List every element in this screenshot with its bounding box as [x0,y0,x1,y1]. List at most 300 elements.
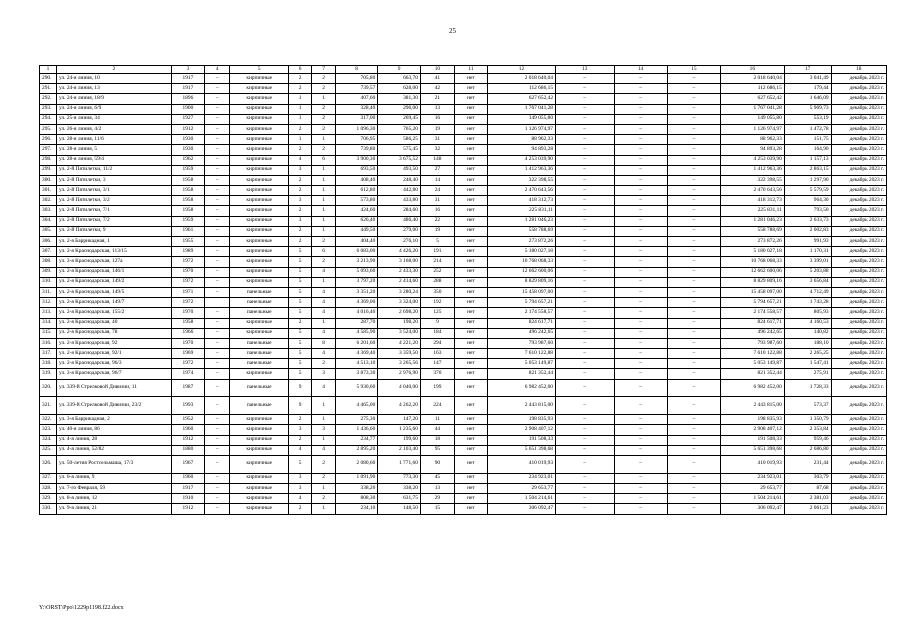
repair-cost-total-cell: 225 831,11 [487,206,555,216]
row-number-cell: 324. [40,435,57,445]
residential-area-cell: 2 698,20 [378,308,421,318]
residential-area-cell: 1 235,60 [378,425,421,435]
construction-year-cell: 1917 [171,84,204,94]
floors-cell: 1 [288,104,311,114]
table-row [40,247,887,257]
residents-cell: 148 [420,155,454,165]
wall-material-cell: кирпичные [230,445,289,455]
table-row [40,483,887,493]
row-number-cell: 300. [40,175,57,185]
owner-share-cell: – [667,124,720,134]
residential-area-cell: 4 426,20 [378,247,421,257]
reconstruction-year-cell: – [204,135,230,145]
table-row [40,216,887,226]
entrances-cell: 4 [312,298,335,308]
column-number-cell: 11 [454,66,487,74]
owner-share-cell: – [667,338,720,348]
reconstruction-year-cell: – [204,369,230,379]
row-number-cell: 323. [40,425,57,435]
repair-cost-total-cell: 273 872,26 [487,237,555,247]
total-area-cell: 4 465,00 [335,397,378,415]
address-cell: ул. 2-й Пятилетки, 3 [57,175,172,185]
repair-cost-total-cell: 1 767 041,28 [487,104,555,114]
column-number-cell: 12 [487,66,555,74]
address-cell: ул. 2-я Краснодарская, 92/1 [57,349,172,359]
wall-material-cell: кирпичные [230,415,289,425]
residents-cell: 15 [420,504,454,514]
housing-repair-register-table [39,65,887,515]
table-row [40,175,887,185]
cost-per-sqm-cell: 164,90 [784,145,831,155]
repair-cost-sum-cell: 234 923,01 [720,473,784,483]
construction-year-cell: 1958 [171,318,204,328]
owner-share-cell: – [667,349,720,359]
wall-material-cell: кирпичные [230,455,289,473]
table-row [40,415,887,425]
entrances-cell: 2 [312,145,335,155]
row-number-cell: 320. [40,379,57,397]
total-area-cell: 705,80 [335,74,378,84]
floors-cell: 5 [288,267,311,277]
wall-material-cell: кирпичные [230,124,289,134]
fund-share-cell: – [556,145,615,155]
entrances-cell: 3 [312,369,335,379]
fund-share-cell: – [556,267,615,277]
residential-area-cell: 3 524,00 [378,328,421,338]
row-number-cell: 293. [40,104,57,114]
construction-year-cell: 1989 [171,247,204,257]
row-number-cell: 302. [40,196,57,206]
repair-cost-total-cell: 10 768 068,33 [487,257,555,267]
budget-share-cell: – [614,473,667,483]
construction-year-cell: 1959 [171,216,204,226]
communal-ownership-cell: нет [454,425,487,435]
fund-share-cell: – [556,483,615,493]
budget-share-cell: – [614,425,667,435]
table-row [40,104,887,114]
total-area-cell: 693,50 [335,165,378,175]
communal-ownership-cell: нет [454,415,487,425]
cost-per-sqm-cell: 4 712,49 [784,287,831,297]
cost-per-sqm-cell: 805,93 [784,308,831,318]
repair-cost-total-cell: 793 987,60 [487,338,555,348]
completion-date-cell: декабрь 2023 г. [831,175,886,185]
table-row [40,298,887,308]
total-area-cell: 4 585,90 [335,328,378,338]
communal-ownership-cell: нет [454,445,487,455]
repair-cost-sum-cell: 2 908 407,12 [720,425,784,435]
fund-share-cell: – [556,216,615,226]
floors-cell: 5 [288,277,311,287]
repair-cost-total-cell: 5 794 657,21 [487,298,555,308]
repair-cost-sum-cell: 418 312,73 [720,196,784,206]
table-row [40,318,887,328]
entrances-cell: 1 [312,504,335,514]
wall-material-cell: панельные [230,338,289,348]
budget-share-cell: – [614,165,667,175]
budget-share-cell: – [614,84,667,94]
fund-share-cell: – [556,196,615,206]
construction-year-cell: 1927 [171,114,204,124]
table-row [40,445,887,455]
owner-share-cell: – [667,445,720,455]
entrances-cell: 1 [312,196,335,206]
total-area-cell: 328,40 [335,104,378,114]
table-row [40,287,887,297]
total-area-cell: 338,20 [335,483,378,493]
floors-cell: 5 [288,338,311,348]
cost-per-sqm-cell: 2 061,23 [784,504,831,514]
owner-share-cell: – [667,277,720,287]
budget-share-cell: – [614,186,667,196]
reconstruction-year-cell: – [204,206,230,216]
repair-cost-sum-cell: 5 794 657,21 [720,298,784,308]
owner-share-cell: – [667,257,720,267]
total-area-cell: 275,30 [335,415,378,425]
reconstruction-year-cell: – [204,494,230,504]
total-area-cell: 1 096,30 [335,124,378,134]
completion-date-cell: декабрь 2023 г. [831,277,886,287]
repair-cost-total-cell: 418 312,73 [487,196,555,206]
residents-cell: 18 [420,435,454,445]
wall-material-cell: кирпичные [230,84,289,94]
cost-per-sqm-cell: 2 002,83 [784,226,831,236]
residential-area-cell: 586,25 [378,135,421,145]
floors-cell: 4 [288,155,311,165]
residents-cell: 95 [420,445,454,455]
owner-share-cell: – [667,237,720,247]
total-area-cell: 706,95 [335,135,378,145]
column-number-cell: 8 [335,66,378,74]
wall-material-cell: кирпичные [230,175,289,185]
repair-cost-total-cell: 8 829 809,16 [487,277,555,287]
total-area-cell: 3 351,20 [335,287,378,297]
total-area-cell: 739,80 [335,145,378,155]
table-row [40,435,887,445]
owner-share-cell: – [667,206,720,216]
address-cell: ул. 2-я Краснодарская, 149/2 [57,277,172,287]
address-cell: ул. 4-я линия, 28 [57,435,172,445]
table-row [40,328,887,338]
reconstruction-year-cell: – [204,435,230,445]
construction-year-cell: 1972 [171,359,204,369]
column-number-cell: 2 [57,66,172,74]
row-number-cell: 325. [40,445,57,455]
row-number-cell: 294. [40,114,57,124]
cost-per-sqm-cell: 2 353,84 [784,425,831,435]
communal-ownership-cell: нет [454,483,487,493]
reconstruction-year-cell: – [204,425,230,435]
floors-cell: 2 [288,145,311,155]
residents-cell: 16 [420,206,454,216]
communal-ownership-cell: нет [454,287,487,297]
residents-cell: 16 [420,114,454,124]
address-cell: ул. 2-я Краснодарская, 127а [57,257,172,267]
reconstruction-year-cell: – [204,226,230,236]
budget-share-cell: – [614,397,667,415]
fund-share-cell: – [556,277,615,287]
residents-cell: 199 [420,379,454,397]
repair-cost-total-cell: 6 982 452,00 [487,379,555,397]
communal-ownership-cell: нет [454,135,487,145]
fund-share-cell: – [556,298,615,308]
owner-share-cell: – [667,425,720,435]
repair-cost-sum-cell: 88 962,33 [720,135,784,145]
entrances-cell: 4 [312,328,335,338]
residents-cell: 27 [420,165,454,175]
completion-date-cell: декабрь 2023 г. [831,415,886,425]
residential-area-cell: 575,45 [378,145,421,155]
entrances-cell: 1 [312,135,335,145]
repair-cost-total-cell: 2 174 558,57 [487,308,555,318]
entrances-cell: 2 [312,494,335,504]
cost-per-sqm-cell: 1 547,41 [784,359,831,369]
fund-share-cell: – [556,114,615,124]
fund-share-cell: – [556,94,615,104]
total-area-cell: 612,80 [335,186,378,196]
completion-date-cell: декабрь 2023 г. [831,397,886,415]
budget-share-cell: – [614,114,667,124]
fund-share-cell: – [556,155,615,165]
wall-material-cell: панельные [230,308,289,318]
table-row [40,473,887,483]
owner-share-cell: – [667,397,720,415]
construction-year-cell: 1958 [171,186,204,196]
repair-cost-sum-cell: 2 470 643,56 [720,186,784,196]
floors-cell: 5 [288,455,311,473]
row-number-cell: 301. [40,186,57,196]
budget-share-cell: – [614,287,667,297]
cost-per-sqm-cell: 5 969,73 [784,104,831,114]
entrances-cell: 1 [312,415,335,425]
table-row [40,155,887,165]
floors-cell: 3 [288,425,311,435]
cost-per-sqm-cell: 275,91 [784,369,831,379]
entrances-cell: 2 [312,124,335,134]
residents-cell: 19 [420,124,454,134]
total-area-cell: 5 930,60 [335,379,378,397]
row-number-cell: 290. [40,74,57,84]
residents-cell: 90 [420,455,454,473]
completion-date-cell: декабрь 2023 г. [831,328,886,338]
wall-material-cell: кирпичные [230,473,289,483]
residents-cell: 42 [420,84,454,94]
repair-cost-total-cell: 112 686,15 [487,84,555,94]
document-file-path: Y:\ORST\Ppo\1229p1198.f22.docx [39,605,124,611]
row-number-cell: 305. [40,226,57,236]
floors-cell: 9 [288,397,311,415]
row-number-cell: 295. [40,124,57,134]
entrances-cell: 1 [312,277,335,287]
repair-cost-sum-cell: 112 686,15 [720,84,784,94]
budget-share-cell: – [614,104,667,114]
entrances-cell: 8 [312,338,335,348]
reconstruction-year-cell: – [204,473,230,483]
residential-area-cell: 2 414,60 [378,277,421,287]
page-number: 25 [449,27,456,35]
repair-cost-total-cell: 824 617,71 [487,318,555,328]
completion-date-cell: декабрь 2023 г. [831,287,886,297]
completion-date-cell: декабрь 2023 г. [831,359,886,369]
address-cell: ул. 24-я линия, 6/9 [57,104,172,114]
wall-material-cell: панельные [230,397,289,415]
communal-ownership-cell: нет [454,216,487,226]
communal-ownership-cell: нет [454,196,487,206]
row-number-cell: 318. [40,359,57,369]
communal-ownership-cell: нет [454,369,487,379]
cost-per-sqm-cell: 959,46 [784,435,831,445]
floors-cell: 5 [288,287,311,297]
address-cell: ул. 50-летия Ростсельмаша, 17/3 [57,455,172,473]
communal-ownership-cell: нет [454,155,487,165]
reconstruction-year-cell: – [204,415,230,425]
entrances-cell: 4 [312,349,335,359]
repair-cost-total-cell: 1 504 214,61 [487,494,555,504]
budget-share-cell: – [614,318,667,328]
communal-ownership-cell: нет [454,145,487,155]
total-area-cell: 2 895,20 [335,445,378,455]
total-area-cell: 424,60 [335,206,378,216]
total-area-cell: 2 080,60 [335,455,378,473]
owner-share-cell: – [667,359,720,369]
repair-cost-sum-cell: 558 788,69 [720,226,784,236]
owner-share-cell: – [667,216,720,226]
residential-area-cell: 296,00 [378,104,421,114]
repair-cost-total-cell: 29 653,77 [487,483,555,493]
construction-year-cell: 1930 [171,135,204,145]
completion-date-cell: декабрь 2023 г. [831,445,886,455]
wall-material-cell: кирпичные [230,196,289,206]
repair-cost-total-cell: 1 281 046,23 [487,216,555,226]
residential-area-cell: 147,20 [378,415,421,425]
floors-cell: 3 [288,473,311,483]
construction-year-cell: 1959 [171,165,204,175]
completion-date-cell: декабрь 2023 г. [831,349,886,359]
repair-cost-sum-cell: 10 768 068,33 [720,257,784,267]
residents-cell: 191 [420,247,454,257]
wall-material-cell: кирпичные [230,114,289,124]
residents-cell: 13 [420,483,454,493]
entrances-cell: 2 [312,104,335,114]
communal-ownership-cell: нет [454,318,487,328]
construction-year-cell: 1912 [171,504,204,514]
table-row [40,145,887,155]
budget-share-cell: – [614,94,667,104]
residents-cell: 11 [420,415,454,425]
owner-share-cell: – [667,415,720,425]
budget-share-cell: – [614,328,667,338]
repair-cost-sum-cell: 15 458 097,00 [720,287,784,297]
floors-cell: 5 [288,247,311,257]
owner-share-cell: – [667,318,720,328]
entrances-cell: 4 [312,287,335,297]
column-number-cell: 17 [784,66,831,74]
residential-area-cell: 199,60 [378,435,421,445]
repair-cost-sum-cell: 410 019,93 [720,455,784,473]
budget-share-cell: – [614,135,667,145]
row-number-cell: 328. [40,483,57,493]
wall-material-cell: кирпичные [230,135,289,145]
row-number-cell: 327. [40,473,57,483]
repair-cost-sum-cell: 1 767 041,28 [720,104,784,114]
fund-share-cell: – [556,308,615,318]
total-area-cell: 739,57 [335,84,378,94]
residential-area-cell: 773,30 [378,473,421,483]
owner-share-cell: – [667,298,720,308]
cost-per-sqm-cell: 1 646,09 [784,94,831,104]
table-row [40,455,887,473]
reconstruction-year-cell: – [204,338,230,348]
construction-year-cell: 1880 [171,445,204,455]
floors-cell: 1 [288,114,311,124]
reconstruction-year-cell: – [204,175,230,185]
repair-cost-total-cell: 198 835,93 [487,415,555,425]
reconstruction-year-cell: – [204,247,230,257]
residential-area-cell: 3 168,00 [378,257,421,267]
column-number-cell: 4 [204,66,230,74]
reconstruction-year-cell: – [204,318,230,328]
table-row [40,186,887,196]
entrances-cell: 1 [312,216,335,226]
floors-cell: 2 [288,237,311,247]
repair-cost-total-cell: 558 788,69 [487,226,555,236]
row-number-cell: 314. [40,318,57,328]
construction-year-cell: 1972 [171,277,204,287]
budget-share-cell: – [614,369,667,379]
residents-cell: 21 [420,94,454,104]
total-area-cell: 4 369,00 [335,298,378,308]
cost-per-sqm-cell: 4 160,53 [784,318,831,328]
cost-per-sqm-cell: 2 381,03 [784,494,831,504]
total-area-cell: 3 797,20 [335,277,378,287]
address-cell: ул. 28-я линия, 59/4 [57,155,172,165]
entrances-cell: 2 [312,114,335,124]
completion-date-cell: декабрь 2023 г. [831,104,886,114]
communal-ownership-cell: нет [454,247,487,257]
repair-cost-sum-cell: 6 982 452,00 [720,379,784,397]
reconstruction-year-cell: – [204,445,230,455]
cost-per-sqm-cell: 5 579,59 [784,186,831,196]
reconstruction-year-cell: – [204,287,230,297]
residents-cell: 125 [420,308,454,318]
construction-year-cell: 1972 [171,257,204,267]
fund-share-cell: – [556,455,615,473]
repair-cost-total-cell: 2 443 815,00 [487,397,555,415]
repair-cost-total-cell: 1 412 963,36 [487,165,555,175]
repair-cost-sum-cell: 1 126 974,97 [720,124,784,134]
communal-ownership-cell: нет [454,308,487,318]
reconstruction-year-cell: – [204,74,230,84]
row-number-cell: 321. [40,397,57,415]
address-cell: ул. 2-й Пятилетки, 11/2 [57,165,172,175]
table-row [40,504,887,514]
fund-share-cell: – [556,473,615,483]
address-cell: ул. 2-я Краснодарская, 149/7 [57,298,172,308]
residents-cell: 32 [420,145,454,155]
construction-year-cell: 1912 [171,124,204,134]
owner-share-cell: – [667,455,720,473]
repair-cost-total-cell: 2 018 640,04 [487,74,555,84]
completion-date-cell: декабрь 2023 г. [831,74,886,84]
wall-material-cell: кирпичные [230,328,289,338]
cost-per-sqm-cell: 991,93 [784,237,831,247]
reconstruction-year-cell: – [204,237,230,247]
communal-ownership-cell: нет [454,114,487,124]
repair-cost-sum-cell: 496 242,65 [720,328,784,338]
entrances-cell: 2 [312,257,335,267]
address-cell: ул. 24-я линия, 10 [57,74,172,84]
budget-share-cell: – [614,196,667,206]
